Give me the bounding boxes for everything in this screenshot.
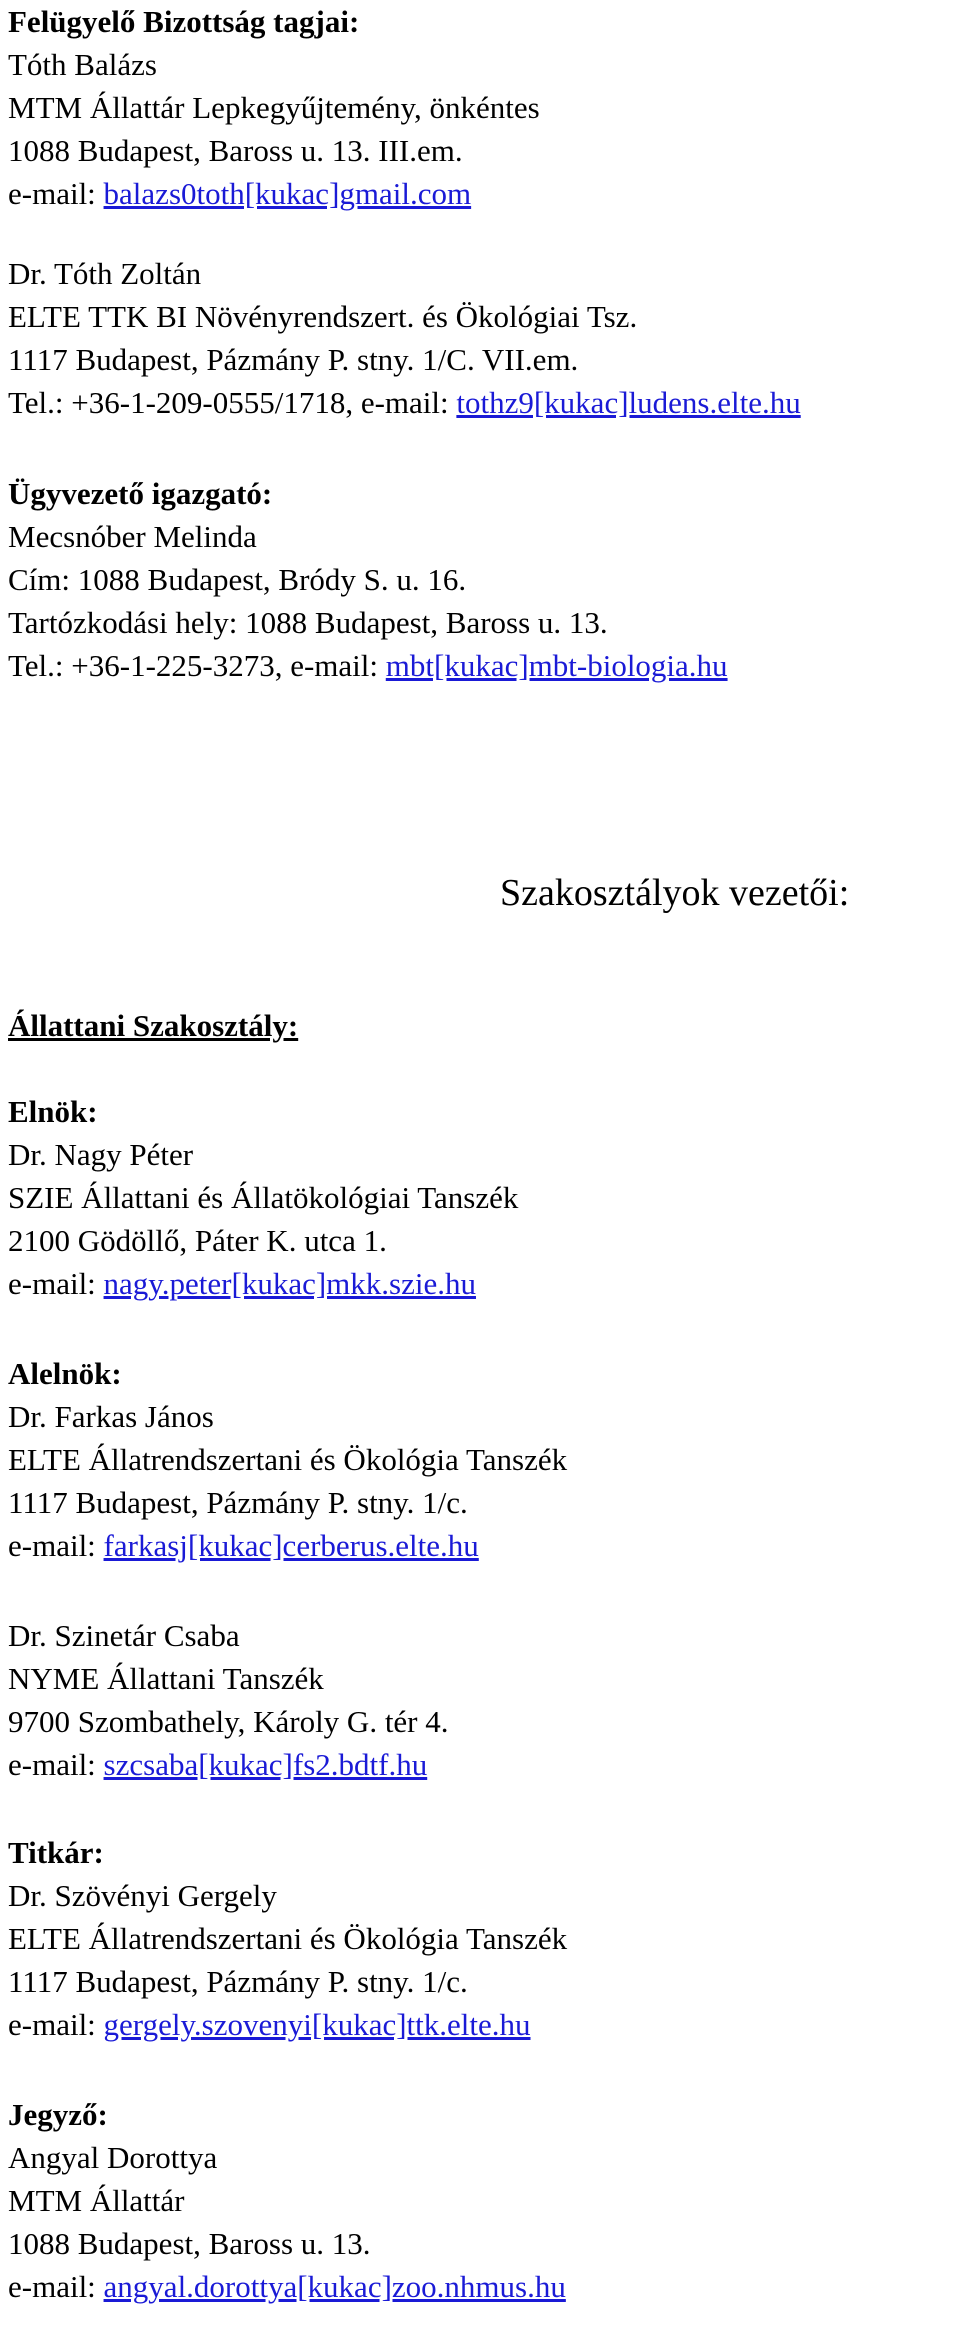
person-org: MTM Állattár [8,2183,185,2218]
supervisory-board-section [8,0,948,215]
vice-president-2 [8,1614,948,1786]
zoology-department-title: Állattani Szakosztály: [8,1008,299,1043]
role-recorder [8,2093,948,2308]
role-label: Jegyző: [8,2097,108,2132]
person-address: 1088 Budapest, Baross u. 13. [8,2226,371,2261]
person-address: 1117 Budapest, Pázmány P. stny. 1/c. [8,1964,468,1999]
member-org: ELTE TTK BI Növényrendszert. és Ökológiai Tsz. [8,299,638,334]
managing-director-heading: Ügyvezető igazgató: [8,476,273,511]
email-prefix: e-mail: [8,1266,104,1301]
person-name: Dr. Farkas János [8,1399,214,1434]
member-name: Dr. Tóth Zoltán [8,256,202,291]
supervisory-member-2 [8,252,948,424]
role-secretary [8,1831,948,2046]
email-link[interactable]: nagy.peter[kukac]mkk.szie.hu [103,1266,476,1301]
person-org: SZIE Állattani és Állatökológiai Tanszék [8,1180,519,1215]
person-org: NYME Állattani Tanszék [8,1661,324,1696]
director-name: Mecsnóber Melinda [8,519,257,554]
person-email-line [8,2265,948,2308]
email-link[interactable]: farkasj[kukac]cerberus.elte.hu [103,1528,479,1563]
person-name: Dr. Nagy Péter [8,1137,194,1172]
email-link[interactable]: balazs0toth[kukac]gmail.com [103,176,472,211]
person-name: Dr. Szövényi Gergely [8,1878,277,1913]
person-email-line [8,1524,948,1567]
person-name: Angyal Dorottya [8,2140,218,2175]
person-org: ELTE Állatrendszertani és Ökológia Tanszék [8,1442,568,1477]
member-name: Tóth Balázs [8,47,157,82]
role-label: Elnök: [8,1094,98,1129]
role-president [8,1090,948,1305]
person-address: 9700 Szombathely, Károly G. tér 4. [8,1704,449,1739]
email-prefix: e-mail: [8,1747,104,1782]
email-prefix: Tel.: +36-1-225-3273, e-mail: [8,648,386,683]
director-address: Cím: 1088 Budapest, Bródy S. u. 16. [8,562,467,597]
member-email-line [8,381,948,424]
person-email-line [8,1262,948,1305]
email-link[interactable]: gergely.szovenyi[kukac]ttk.elte.hu [103,2007,531,2042]
member-address: 1117 Budapest, Pázmány P. stny. 1/C. VII.em. [8,342,579,377]
director-email-line [8,644,948,687]
person-address: 1117 Budapest, Pázmány P. stny. 1/c. [8,1485,468,1520]
person-email-line [8,2003,948,2046]
email-prefix: e-mail: [8,2007,104,2042]
person-email-line [8,1743,948,1786]
email-prefix: Tel.: +36-1-209-0555/1718, e-mail: [8,385,457,420]
person-name: Dr. Szinetár Csaba [8,1618,240,1653]
director-residence: Tartózkodási hely: 1088 Budapest, Baross u. 13. [8,605,608,640]
email-link[interactable]: tothz9[kukac]ludens.elte.hu [456,385,801,420]
email-prefix: e-mail: [8,2269,104,2304]
email-link[interactable]: szcsaba[kukac]fs2.bdtf.hu [103,1747,428,1782]
person-org: ELTE Állatrendszertani és Ökológia Tanszék [8,1921,568,1956]
person-address: 2100 Gödöllő, Páter K. utca 1. [8,1223,387,1258]
departments-heading: Szakosztályok vezetői: [500,872,850,914]
role-label: Alelnök: [8,1356,122,1391]
role-label: Titkár: [8,1835,104,1870]
member-address: 1088 Budapest, Baross u. 13. III.em. [8,133,463,168]
supervisory-board-heading: Felügyelő Bizottság tagjai: [8,4,360,39]
email-link[interactable]: mbt[kukac]mbt-biologia.hu [385,648,728,683]
email-link[interactable]: angyal.dorottya[kukac]zoo.nhmus.hu [103,2269,566,2304]
managing-director-section [8,472,948,687]
role-vice-president [8,1352,948,1567]
member-org: MTM Állattár Lepkegyűjtemény, önkéntes [8,90,540,125]
member-email-line [8,172,948,215]
email-prefix: e-mail: [8,176,104,211]
email-prefix: e-mail: [8,1528,104,1563]
